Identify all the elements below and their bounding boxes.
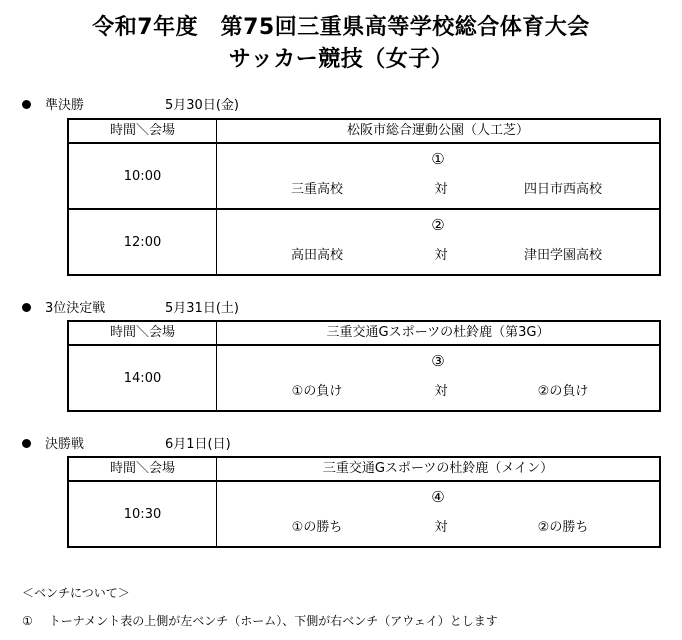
vs-label: 対	[434, 248, 448, 263]
schedule-table-final	[67, 456, 661, 548]
table-header	[69, 458, 659, 482]
match-number: ②	[431, 216, 445, 234]
match-time: 12:00	[69, 210, 217, 274]
team-left: 三重高校	[290, 182, 343, 197]
match-row	[69, 482, 659, 546]
table-header	[69, 322, 659, 346]
header-time-venue: 時間＼会場	[69, 322, 217, 344]
match-time: 14:00	[69, 346, 217, 410]
table-header	[69, 120, 659, 144]
team-right: ②の勝ち	[537, 520, 589, 535]
header-time-venue: 時間＼会場	[69, 458, 217, 480]
vs-label: 対	[434, 384, 448, 399]
match-time: 10:00	[69, 144, 217, 208]
header-venue: 三重交通Gスポーツの杜鈴鹿（メイン）	[322, 461, 554, 476]
match-number: ③	[431, 352, 445, 370]
section-date: 5月30日(金)	[165, 98, 239, 113]
bullet-icon	[22, 439, 31, 448]
team-left: 高田高校	[290, 248, 343, 263]
team-right: 四日市西高校	[523, 182, 602, 197]
bench-heading: ＜ベンチについて＞	[22, 586, 130, 600]
match-row	[69, 144, 659, 208]
bench-note	[22, 612, 498, 629]
match-row	[69, 346, 659, 410]
team-left: ①の負け	[291, 384, 343, 399]
page-subtitle: サッカー競技（女子）	[228, 47, 454, 72]
section-date: 6月1日(日)	[165, 437, 231, 452]
header-venue: 松阪市総合運動公園（人工芝）	[346, 123, 529, 138]
team-right: 津田学園高校	[523, 248, 602, 263]
bench-note-text: トーナメント表の上側が左ベンチ（ホーム）、下側が右ベンチ（アウェイ）とします	[48, 614, 498, 628]
section-heading-semifinal	[22, 97, 239, 115]
vs-label: 対	[434, 520, 448, 535]
section-date: 5月31日(土)	[165, 301, 239, 316]
header-time-venue: 時間＼会場	[69, 120, 217, 142]
team-left: ①の勝ち	[291, 520, 343, 535]
section-heading-third-place	[22, 300, 239, 318]
match-number: ①	[431, 150, 445, 168]
section-name: 準決勝	[45, 98, 85, 113]
match-number: ④	[431, 488, 445, 506]
header-venue: 三重交通Gスポーツの杜鈴鹿（第3G）	[326, 325, 550, 340]
section-name: 決勝戦	[45, 437, 85, 452]
bullet-icon	[22, 303, 31, 312]
match-time: 10:30	[69, 482, 217, 546]
bench-note-number: ①	[22, 614, 33, 628]
page-title: 令和7年度 第75回三重県高等学校総合体育大会	[92, 15, 590, 40]
section-heading-final	[22, 436, 231, 454]
schedule-table-semifinal	[67, 118, 661, 276]
team-right: ②の負け	[537, 384, 589, 399]
section-name: 3位決定戦	[45, 301, 106, 316]
schedule-table-third-place	[67, 320, 661, 412]
vs-label: 対	[434, 182, 448, 197]
bullet-icon	[22, 100, 31, 109]
match-row	[69, 208, 659, 274]
